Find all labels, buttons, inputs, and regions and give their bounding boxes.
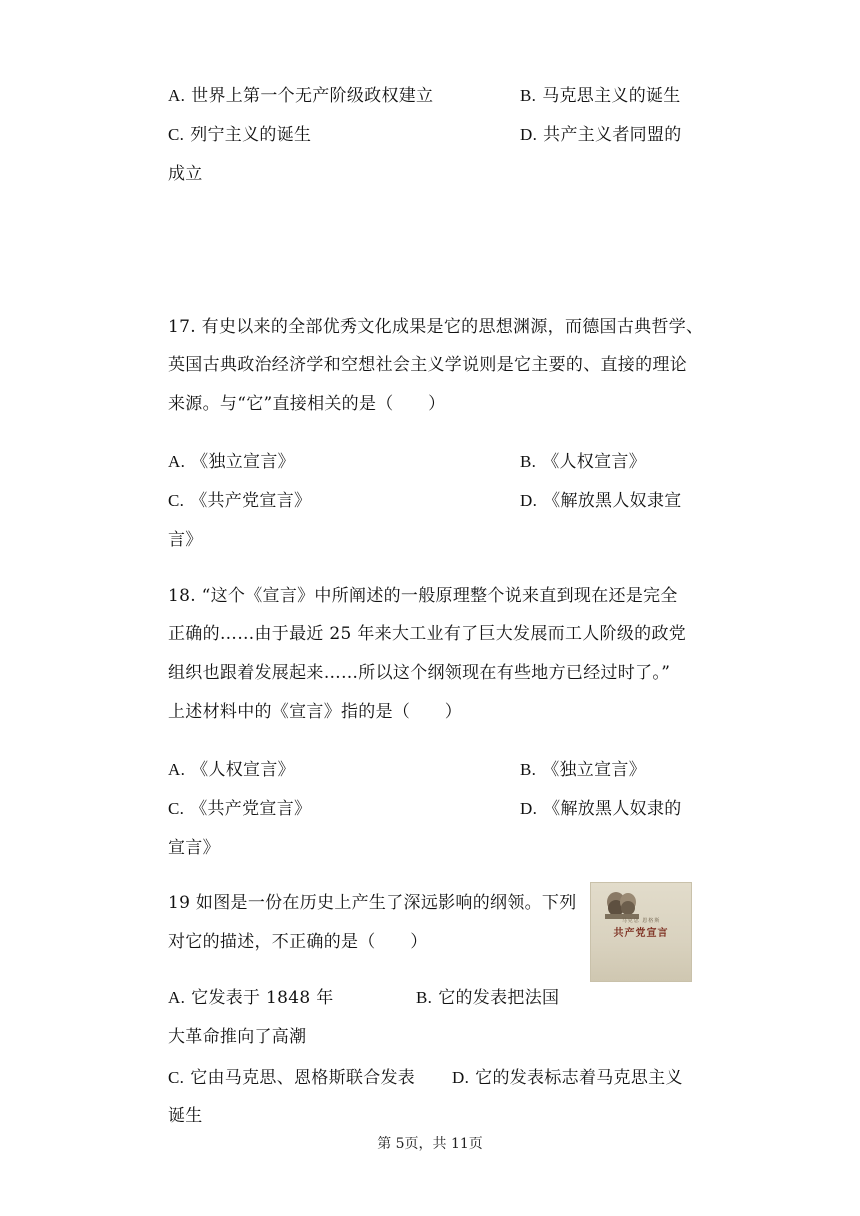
q18-option-b (520, 758, 646, 782)
page-number-footer: 第 5页，共 11页 (377, 1136, 483, 1152)
q18-option-b-key: B. (520, 760, 537, 779)
q17-option-c-text: 《共产党宣言》 (190, 491, 312, 511)
q19-option-d-key: D. (452, 1068, 470, 1087)
q19-option-b-text: 它的发表把法国 (438, 988, 560, 1008)
q19-option-d-text: 它的发表标志着马克思主义 (475, 1068, 683, 1088)
q16-option-b-key: B. (520, 86, 537, 105)
q16-option-c (168, 123, 311, 147)
q18-option-c-key: C. (168, 799, 185, 818)
q19-option-d-continuation: 诞生 (168, 1106, 203, 1126)
q17-option-a-text: 《独立宣言》 (191, 452, 295, 472)
q17-stem-line-3: 来源。与“它”直接相关的是（ ） (168, 394, 446, 414)
cover-authors: 马克思 恩格斯 (621, 918, 661, 924)
q17-option-c (168, 489, 311, 513)
q17-stem-line-2: 英国古典政治经济学和空想社会主义学说则是它主要的、直接的理论 (168, 355, 687, 375)
q16-option-b (520, 84, 681, 108)
q18-option-d (520, 797, 682, 821)
q17-option-d-text: 《解放黑人奴隶宣 (543, 491, 682, 511)
cover-title: 共产党宣言 (613, 928, 669, 939)
q16-option-d-key: D. (520, 125, 538, 144)
q19-option-d (452, 1066, 683, 1090)
q17-option-b-text: 《人权宣言》 (542, 452, 647, 472)
q16-option-c-text: 列宁主义的诞生 (190, 125, 312, 145)
q16-option-c-key: C. (168, 125, 185, 144)
q18-option-d-key: D. (520, 799, 538, 818)
q17-option-d (520, 489, 682, 513)
q17-option-d-continuation: 言》 (168, 530, 203, 550)
q19-option-c-key: C. (168, 1068, 185, 1087)
q17-option-c-key: C. (168, 491, 185, 510)
q19-option-b (416, 986, 559, 1010)
q16-option-d-continuation: 成立 (168, 164, 203, 184)
q17-stem-line-1: 17. 有史以来的全部优秀文化成果是它的思想渊源，而德国古典哲学、 (168, 317, 704, 337)
q18-stem-line-1: 18. “这个《宣言》中所阐述的一般原理整个说来直到现在还是完全 (168, 586, 678, 606)
q19-option-a-text: 它发表于 1848 年 (191, 988, 334, 1008)
q17-option-b-key: B. (520, 452, 537, 471)
q19-stem-line-2: 对它的描述，不正确的是（ ） (168, 932, 428, 952)
marx-engels-portrait-icon (605, 889, 639, 919)
q19-option-a-key: A. (168, 988, 186, 1007)
q19-option-a (168, 986, 334, 1010)
q19-option-c (168, 1066, 415, 1090)
q18-option-c (168, 797, 311, 821)
q18-option-d-continuation: 宣言》 (168, 838, 220, 858)
q18-option-b-text: 《独立宣言》 (542, 760, 647, 780)
q16-option-a-key: A. (168, 86, 186, 105)
q18-option-a-key: A. (168, 760, 186, 779)
q17-option-a-key: A. (168, 452, 186, 471)
q16-option-b-text: 马克思主义的诞生 (542, 86, 681, 106)
q18-option-a (168, 758, 295, 782)
q16-option-d (520, 123, 682, 147)
communist-manifesto-cover-image (590, 882, 692, 982)
q18-option-a-text: 《人权宣言》 (191, 760, 295, 780)
q18-option-c-text: 《共产党宣言》 (190, 799, 312, 819)
q17-option-a (168, 450, 295, 474)
q18-stem-line-2: 正确的……由于最近 25 年来大工业有了巨大发展而工人阶级的政党 (168, 624, 687, 644)
q18-stem-line-4: 上述材料中的《宣言》指的是（ ） (168, 702, 463, 722)
q19-stem-line-1: 19 如图是一份在历史上产生了深远影响的纲领。下列 (168, 893, 577, 913)
q16-option-a (168, 84, 433, 108)
q18-option-d-text: 《解放黑人奴隶的 (543, 799, 682, 819)
q16-option-a-text: 世界上第一个无产阶级政权建立 (191, 86, 434, 106)
q16-option-d-text: 共产主义者同盟的 (543, 125, 682, 145)
q19-option-b-key: B. (416, 988, 433, 1007)
q19-option-c-text: 它由马克思、恩格斯联合发表 (190, 1068, 416, 1088)
q19-option-b-continuation: 大革命推向了高潮 (168, 1027, 307, 1047)
q18-stem-line-3: 组织也跟着发展起来……所以这个纲领现在有些地方已经过时了。” (168, 663, 671, 683)
q17-option-d-key: D. (520, 491, 538, 510)
q17-option-b (520, 450, 646, 474)
